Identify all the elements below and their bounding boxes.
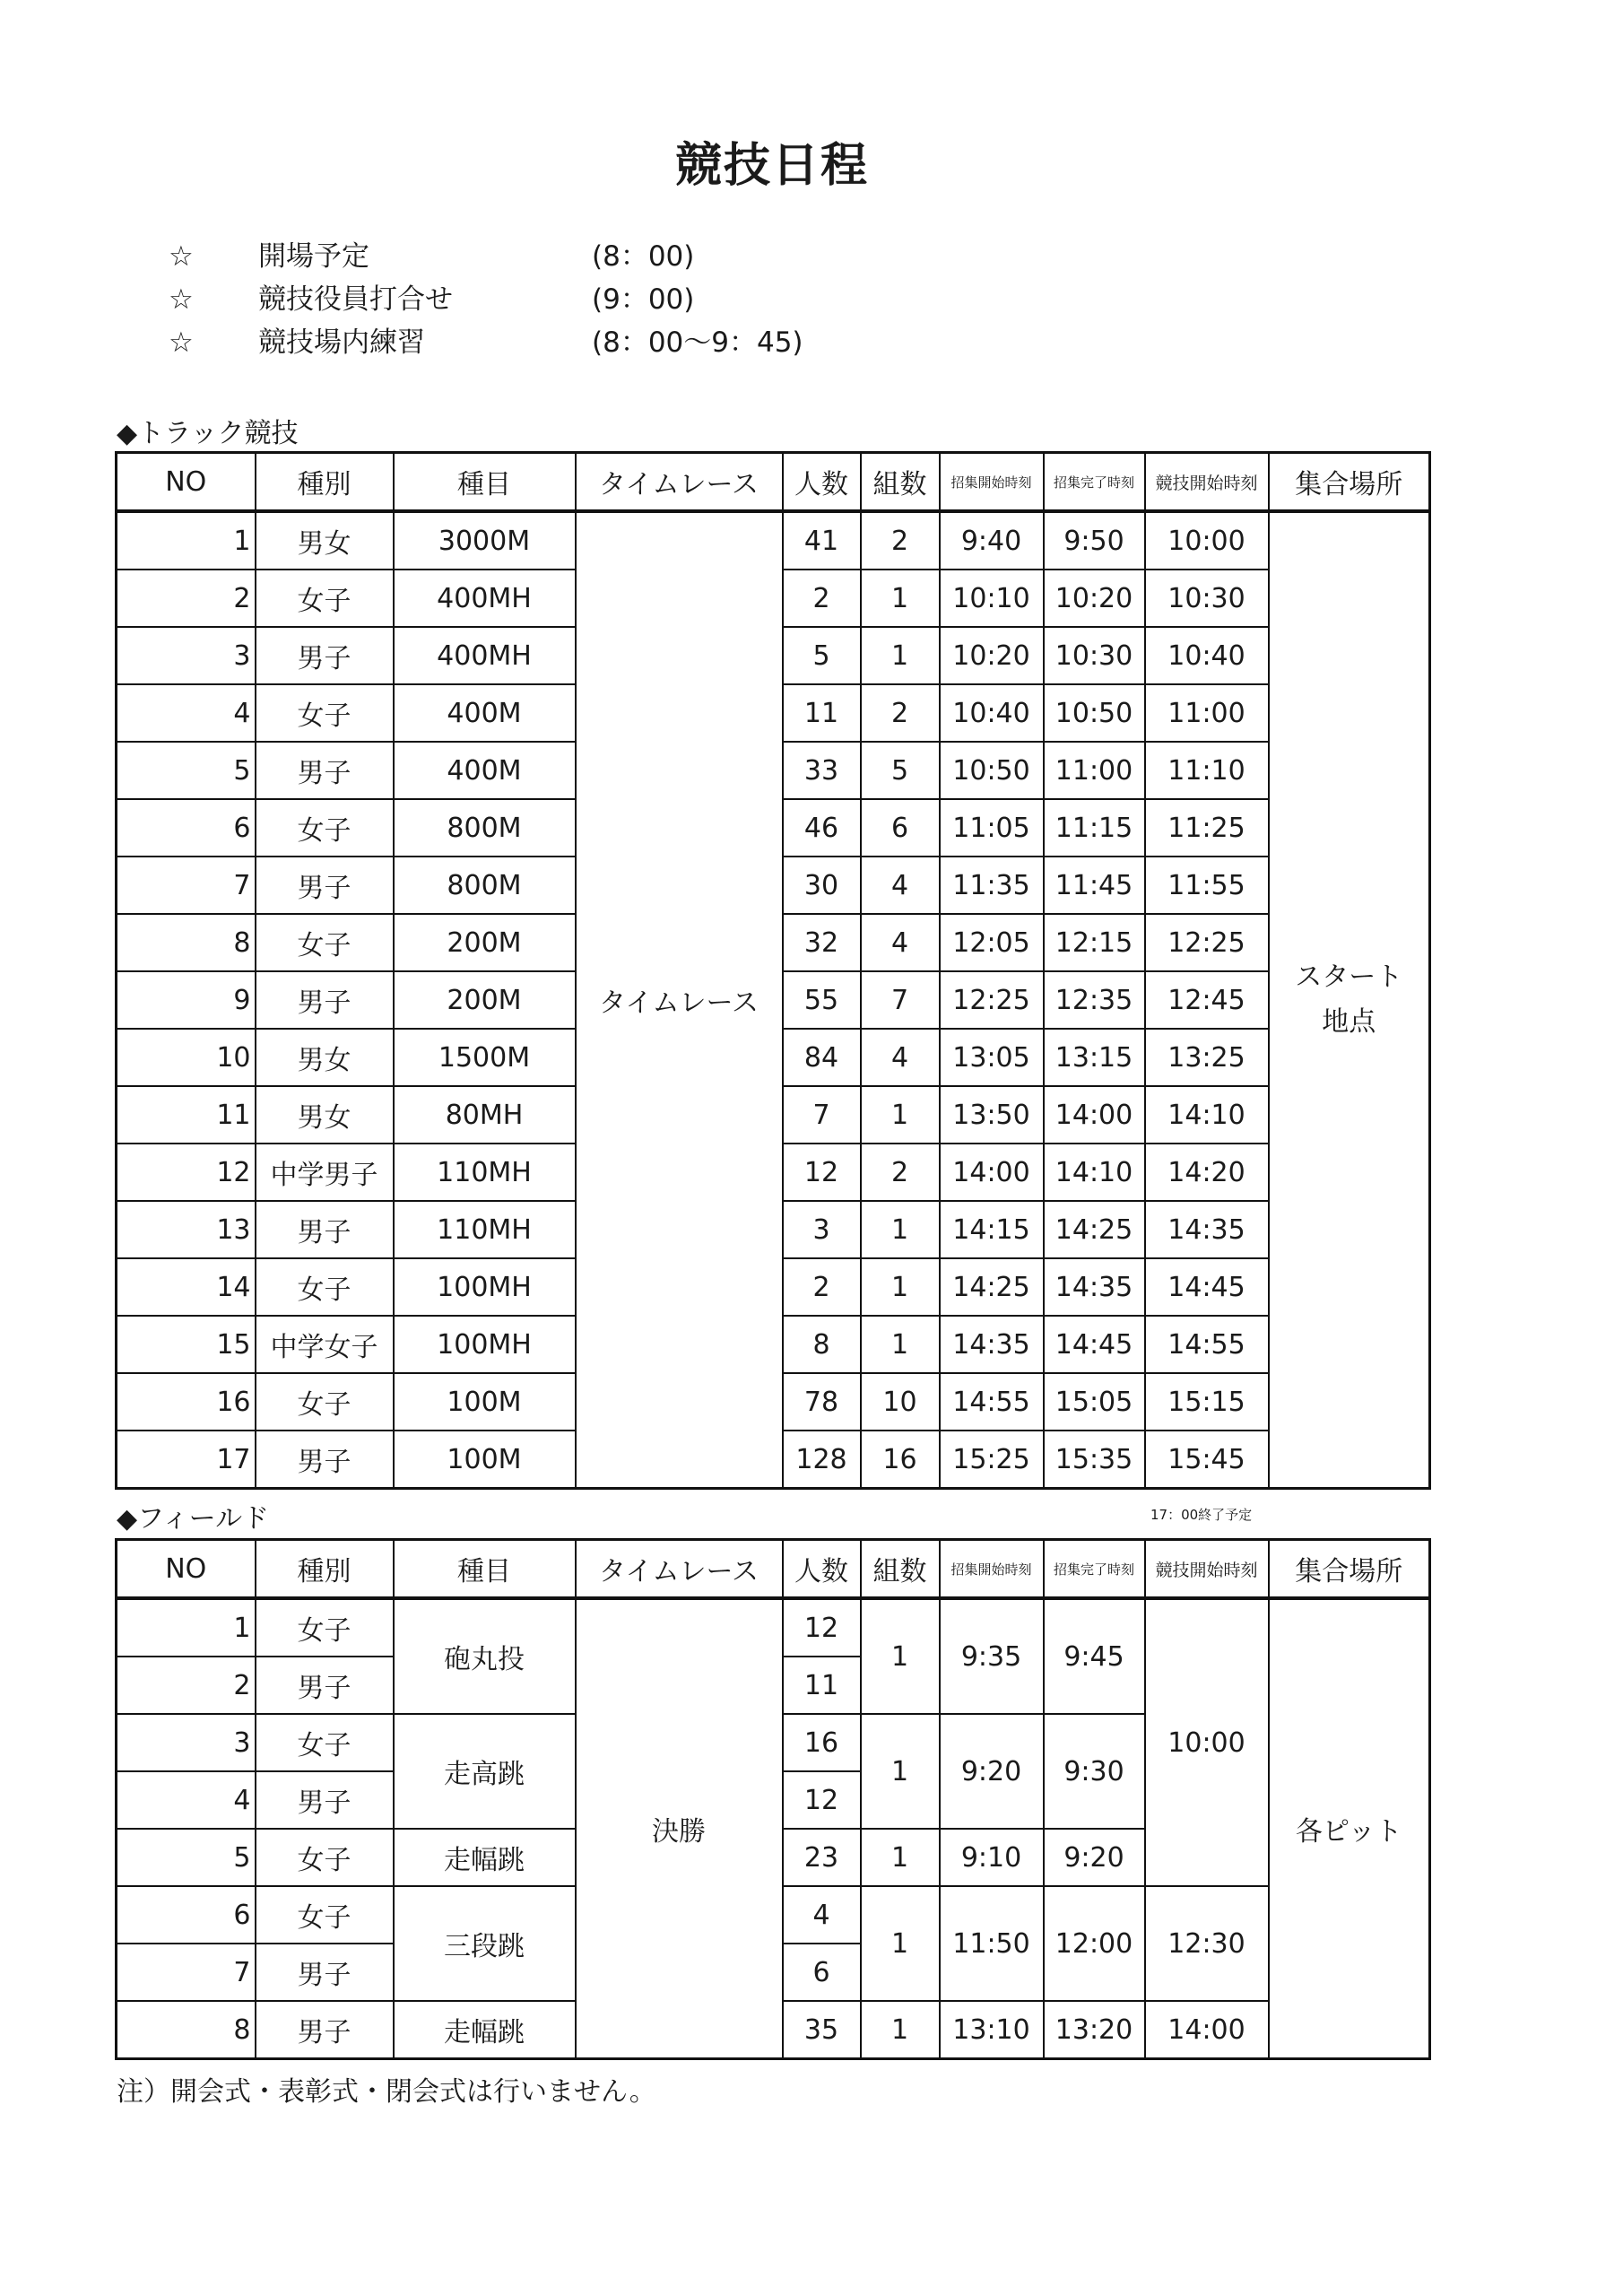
info-label: 競技場内練習 xyxy=(258,326,425,359)
cell-groups: 2 xyxy=(861,511,940,570)
field-table-body xyxy=(117,1598,1430,2059)
cell-groups: 2 xyxy=(861,1144,940,1201)
track-table-body xyxy=(117,511,1430,1489)
track-table xyxy=(115,451,1431,1490)
info-label: 競技役員打合せ xyxy=(258,283,453,316)
header-race: タイムレース xyxy=(576,453,783,512)
cell-groups: 1 xyxy=(861,2001,940,2059)
cell-category: 女子 xyxy=(256,799,394,857)
cell-people: 12 xyxy=(783,1598,861,1657)
cell-people: 78 xyxy=(783,1373,861,1431)
header-category: 種別 xyxy=(256,453,394,512)
cell-call-end: 11:45 xyxy=(1044,857,1145,914)
cell-call-start: 11:35 xyxy=(940,857,1044,914)
header-start: 競技開始時刻 xyxy=(1145,453,1269,512)
star-icon: ☆ xyxy=(169,240,194,273)
cell-call-start: 10:20 xyxy=(940,627,1044,684)
cell-call-end: 13:15 xyxy=(1044,1029,1145,1086)
cell-groups: 4 xyxy=(861,857,940,914)
cell-place xyxy=(1269,511,1430,1489)
cell-category: 男子 xyxy=(256,1431,394,1489)
cell-event: 110MH xyxy=(394,1201,576,1258)
cell-groups: 1 xyxy=(861,1886,940,2001)
header-call-end: 招集完了時刻 xyxy=(1044,1540,1145,1599)
cell-call-start: 11:05 xyxy=(940,799,1044,857)
cell-people: 23 xyxy=(783,1829,861,1886)
cell-call-start: 9:40 xyxy=(940,511,1044,570)
cell-event: 400M xyxy=(394,684,576,742)
cell-start: 11:25 xyxy=(1145,799,1269,857)
cell-people: 84 xyxy=(783,1029,861,1086)
cell-people: 11 xyxy=(783,1657,861,1714)
cell-call-end: 10:50 xyxy=(1044,684,1145,742)
cell-start: 13:25 xyxy=(1145,1029,1269,1086)
cell-call-end: 14:35 xyxy=(1044,1258,1145,1316)
cell-race: 決勝 xyxy=(576,1598,783,2059)
cell-call-end: 15:35 xyxy=(1044,1431,1145,1489)
cell-groups: 4 xyxy=(861,1029,940,1086)
header-call-end: 招集完了時刻 xyxy=(1044,453,1145,512)
cell-people: 128 xyxy=(783,1431,861,1489)
cell-people: 2 xyxy=(783,1258,861,1316)
cell-start: 14:00 xyxy=(1145,2001,1269,2059)
cell-groups: 1 xyxy=(861,1258,940,1316)
cell-no: 3 xyxy=(117,627,256,684)
cell-event: 200M xyxy=(394,971,576,1029)
cell-event: 100MH xyxy=(394,1316,576,1373)
cell-no: 10 xyxy=(117,1029,256,1086)
cell-event: 1500M xyxy=(394,1029,576,1086)
cell-call-end: 9:45 xyxy=(1044,1598,1145,1714)
table-row xyxy=(117,511,1430,570)
header-groups: 組数 xyxy=(861,1540,940,1599)
cell-start: 14:10 xyxy=(1145,1086,1269,1144)
cell-call-end: 14:25 xyxy=(1044,1201,1145,1258)
cell-call-start: 14:00 xyxy=(940,1144,1044,1201)
cell-call-start: 12:25 xyxy=(940,971,1044,1029)
header-race: タイムレース xyxy=(576,1540,783,1599)
header-place: 集合場所 xyxy=(1269,453,1430,512)
cell-no: 14 xyxy=(117,1258,256,1316)
cell-groups: 1 xyxy=(861,1598,940,1714)
header-people: 人数 xyxy=(783,453,861,512)
cell-start: 15:15 xyxy=(1145,1373,1269,1431)
cell-people: 33 xyxy=(783,742,861,799)
cell-category: 女子 xyxy=(256,1598,394,1657)
place-line: 地点 xyxy=(1322,1006,1376,1038)
cell-call-end: 15:05 xyxy=(1044,1373,1145,1431)
header-no: NO xyxy=(117,1540,256,1599)
cell-start: 11:55 xyxy=(1145,857,1269,914)
cell-no: 1 xyxy=(117,511,256,570)
cell-category: 男子 xyxy=(256,1771,394,1829)
cell-no: 7 xyxy=(117,857,256,914)
info-time: (9：00) xyxy=(592,283,695,316)
cell-people: 8 xyxy=(783,1316,861,1373)
cell-call-start: 9:35 xyxy=(940,1598,1044,1714)
table-header-row xyxy=(117,453,1430,512)
cell-event: 100M xyxy=(394,1373,576,1431)
cell-call-start: 14:25 xyxy=(940,1258,1044,1316)
cell-groups: 1 xyxy=(861,1714,940,1829)
cell-no: 6 xyxy=(117,799,256,857)
cell-no: 15 xyxy=(117,1316,256,1373)
header-call-start: 招集開始時刻 xyxy=(940,1540,1044,1599)
cell-start: 14:20 xyxy=(1145,1144,1269,1201)
cell-call-start: 14:35 xyxy=(940,1316,1044,1373)
cell-start: 11:00 xyxy=(1145,684,1269,742)
cell-call-end: 13:20 xyxy=(1044,2001,1145,2059)
cell-call-start: 11:50 xyxy=(940,1886,1044,2001)
cell-call-end: 11:00 xyxy=(1044,742,1145,799)
cell-call-start: 10:40 xyxy=(940,684,1044,742)
cell-groups: 2 xyxy=(861,684,940,742)
cell-call-end: 9:30 xyxy=(1044,1714,1145,1829)
table-row xyxy=(117,1598,1430,1657)
info-label: 開場予定 xyxy=(258,240,369,273)
cell-start: 10:30 xyxy=(1145,570,1269,627)
cell-groups: 16 xyxy=(861,1431,940,1489)
cell-category: 男女 xyxy=(256,1029,394,1086)
cell-groups: 6 xyxy=(861,799,940,857)
header-event: 種目 xyxy=(394,1540,576,1599)
cell-event: 走幅跳 xyxy=(394,2001,576,2059)
field-table xyxy=(115,1538,1431,2060)
cell-start: 10:00 xyxy=(1145,511,1269,570)
cell-event: 100MH xyxy=(394,1258,576,1316)
cell-event: 100M xyxy=(394,1431,576,1489)
cell-category: 女子 xyxy=(256,1258,394,1316)
track-section-heading: ◆トラック競技 xyxy=(117,418,299,449)
cell-call-start: 10:10 xyxy=(940,570,1044,627)
cell-no: 3 xyxy=(117,1714,256,1771)
cell-people: 46 xyxy=(783,799,861,857)
cell-call-end: 12:00 xyxy=(1044,1886,1145,2001)
page-title: 競技日程 xyxy=(674,139,869,193)
cell-start: 10:00 xyxy=(1145,1598,1269,1886)
cell-people: 4 xyxy=(783,1886,861,1944)
star-icon: ☆ xyxy=(169,326,194,359)
cell-no: 17 xyxy=(117,1431,256,1489)
cell-event: 砲丸投 xyxy=(394,1598,576,1714)
cell-event: 三段跳 xyxy=(394,1886,576,2001)
cell-groups: 1 xyxy=(861,1086,940,1144)
cell-people: 35 xyxy=(783,2001,861,2059)
header-place: 集合場所 xyxy=(1269,1540,1430,1599)
cell-no: 5 xyxy=(117,742,256,799)
header-start: 競技開始時刻 xyxy=(1145,1540,1269,1599)
cell-people: 6 xyxy=(783,1944,861,2001)
cell-call-start: 9:10 xyxy=(940,1829,1044,1886)
cell-call-end: 14:10 xyxy=(1044,1144,1145,1201)
cell-start: 14:45 xyxy=(1145,1258,1269,1316)
star-icon: ☆ xyxy=(169,283,194,316)
cell-call-start: 10:50 xyxy=(940,742,1044,799)
header-people: 人数 xyxy=(783,1540,861,1599)
cell-start: 11:10 xyxy=(1145,742,1269,799)
cell-groups: 1 xyxy=(861,1201,940,1258)
cell-category: 男子 xyxy=(256,857,394,914)
cell-no: 5 xyxy=(117,1829,256,1886)
cell-call-end: 10:30 xyxy=(1044,627,1145,684)
cell-call-end: 14:00 xyxy=(1044,1086,1145,1144)
end-time-note: 17：00終了予定 xyxy=(1150,1507,1253,1523)
cell-event: 走幅跳 xyxy=(394,1829,576,1886)
cell-groups: 4 xyxy=(861,914,940,971)
info-time: (8：00〜9：45) xyxy=(592,326,803,359)
cell-groups: 5 xyxy=(861,742,940,799)
cell-no: 16 xyxy=(117,1373,256,1431)
cell-people: 3 xyxy=(783,1201,861,1258)
cell-category: 男子 xyxy=(256,627,394,684)
cell-category: 男子 xyxy=(256,1944,394,2001)
cell-call-end: 12:15 xyxy=(1044,914,1145,971)
cell-category: 女子 xyxy=(256,570,394,627)
cell-call-start: 13:50 xyxy=(940,1086,1044,1144)
cell-no: 8 xyxy=(117,2001,256,2059)
cell-people: 2 xyxy=(783,570,861,627)
cell-groups: 7 xyxy=(861,971,940,1029)
cell-category: 男女 xyxy=(256,511,394,570)
cell-event: 400MH xyxy=(394,570,576,627)
place-line: スタート xyxy=(1295,961,1403,993)
cell-people: 12 xyxy=(783,1144,861,1201)
cell-event: 200M xyxy=(394,914,576,971)
cell-no: 13 xyxy=(117,1201,256,1258)
cell-category: 女子 xyxy=(256,1714,394,1771)
cell-people: 7 xyxy=(783,1086,861,1144)
cell-call-end: 9:20 xyxy=(1044,1829,1145,1886)
cell-event: 800M xyxy=(394,857,576,914)
cell-call-start: 13:05 xyxy=(940,1029,1044,1086)
cell-call-end: 11:15 xyxy=(1044,799,1145,857)
cell-no: 1 xyxy=(117,1598,256,1657)
cell-call-start: 12:05 xyxy=(940,914,1044,971)
cell-call-start: 13:10 xyxy=(940,2001,1044,2059)
info-time: (8：00) xyxy=(592,240,695,273)
cell-call-end: 12:35 xyxy=(1044,971,1145,1029)
cell-category: 女子 xyxy=(256,684,394,742)
table-header-row xyxy=(117,1540,1430,1599)
field-section-heading: ◆フィールド xyxy=(117,1503,270,1535)
cell-race: タイムレース xyxy=(576,511,783,1489)
cell-groups: 10 xyxy=(861,1373,940,1431)
cell-start: 12:45 xyxy=(1145,971,1269,1029)
cell-people: 5 xyxy=(783,627,861,684)
cell-no: 9 xyxy=(117,971,256,1029)
cell-people: 16 xyxy=(783,1714,861,1771)
cell-call-start: 9:20 xyxy=(940,1714,1044,1829)
cell-start: 14:55 xyxy=(1145,1316,1269,1373)
header-category: 種別 xyxy=(256,1540,394,1599)
cell-category: 男子 xyxy=(256,1657,394,1714)
cell-event: 走高跳 xyxy=(394,1714,576,1829)
cell-no: 2 xyxy=(117,1657,256,1714)
cell-event: 400M xyxy=(394,742,576,799)
header-no: NO xyxy=(117,453,256,512)
cell-people: 30 xyxy=(783,857,861,914)
cell-category: 男子 xyxy=(256,1201,394,1258)
cell-no: 8 xyxy=(117,914,256,971)
cell-start: 15:45 xyxy=(1145,1431,1269,1489)
cell-people: 32 xyxy=(783,914,861,971)
cell-no: 4 xyxy=(117,684,256,742)
cell-no: 6 xyxy=(117,1886,256,1944)
cell-call-end: 9:50 xyxy=(1044,511,1145,570)
cell-call-start: 14:15 xyxy=(940,1201,1044,1258)
cell-no: 11 xyxy=(117,1086,256,1144)
cell-people: 55 xyxy=(783,971,861,1029)
cell-people: 41 xyxy=(783,511,861,570)
cell-start: 12:30 xyxy=(1145,1886,1269,2001)
cell-groups: 1 xyxy=(861,570,940,627)
cell-place: 各ピット xyxy=(1269,1598,1430,2059)
cell-event: 800M xyxy=(394,799,576,857)
cell-category: 男子 xyxy=(256,2001,394,2059)
cell-category: 女子 xyxy=(256,1829,394,1886)
cell-groups: 1 xyxy=(861,627,940,684)
cell-groups: 1 xyxy=(861,1829,940,1886)
cell-call-start: 14:55 xyxy=(940,1373,1044,1431)
cell-category: 女子 xyxy=(256,1373,394,1431)
cell-call-end: 14:45 xyxy=(1044,1316,1145,1373)
cell-category: 女子 xyxy=(256,914,394,971)
cell-category: 男子 xyxy=(256,742,394,799)
cell-start: 14:35 xyxy=(1145,1201,1269,1258)
cell-people: 12 xyxy=(783,1771,861,1829)
cell-no: 2 xyxy=(117,570,256,627)
cell-people: 11 xyxy=(783,684,861,742)
cell-no: 4 xyxy=(117,1771,256,1829)
header-groups: 組数 xyxy=(861,453,940,512)
footer-note: 注）開会式・表彰式・閉会式は行いません。 xyxy=(117,2076,656,2108)
cell-category: 女子 xyxy=(256,1886,394,1944)
cell-category: 中学男子 xyxy=(256,1144,394,1201)
cell-start: 12:25 xyxy=(1145,914,1269,971)
cell-category: 中学女子 xyxy=(256,1316,394,1373)
cell-event: 400MH xyxy=(394,627,576,684)
cell-start: 10:40 xyxy=(1145,627,1269,684)
cell-category: 男子 xyxy=(256,971,394,1029)
cell-groups: 1 xyxy=(861,1316,940,1373)
cell-no: 7 xyxy=(117,1944,256,2001)
header-event: 種目 xyxy=(394,453,576,512)
cell-event: 110MH xyxy=(394,1144,576,1201)
header-call-start: 招集開始時刻 xyxy=(940,453,1044,512)
cell-no: 12 xyxy=(117,1144,256,1201)
cell-event: 3000M xyxy=(394,511,576,570)
cell-call-start: 15:25 xyxy=(940,1431,1044,1489)
cell-category: 男女 xyxy=(256,1086,394,1144)
cell-event: 80MH xyxy=(394,1086,576,1144)
cell-call-end: 10:20 xyxy=(1044,570,1145,627)
